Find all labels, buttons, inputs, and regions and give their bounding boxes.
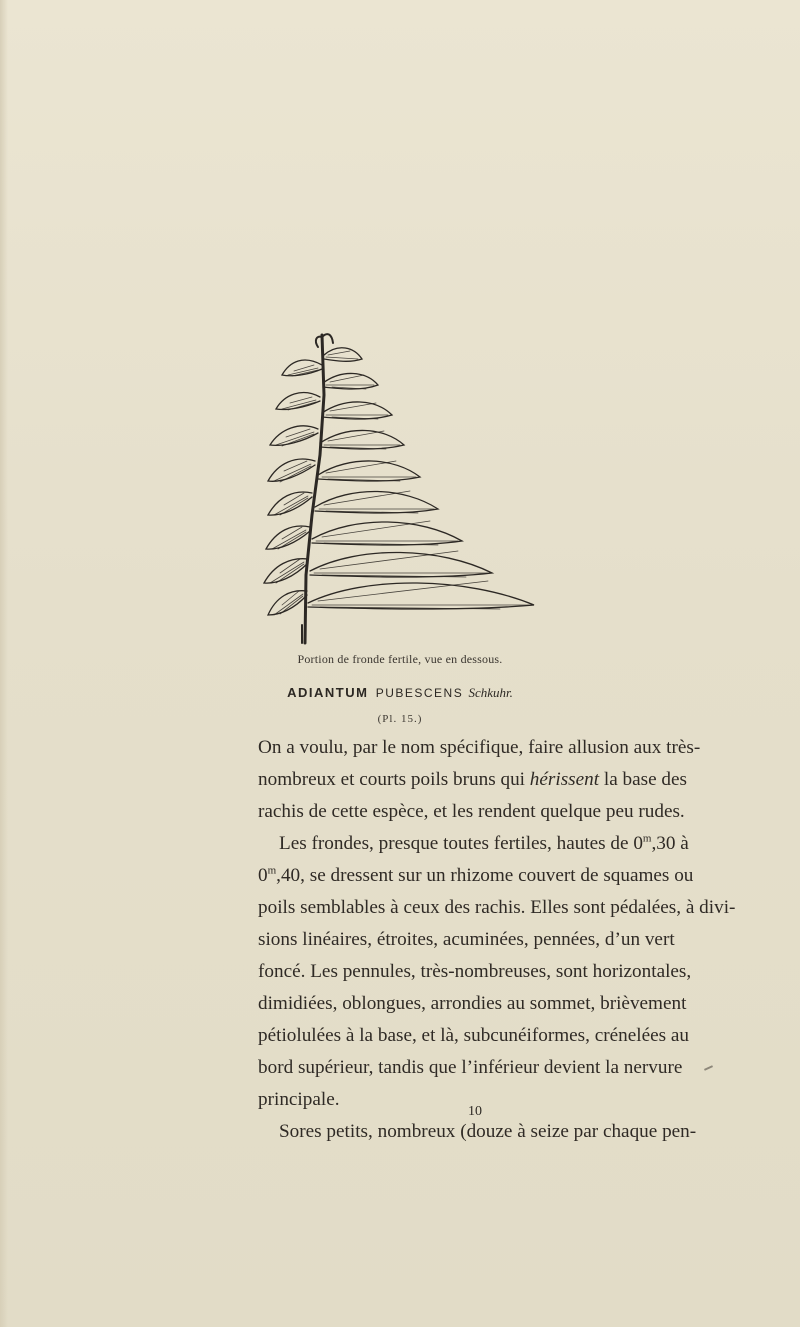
text-fragment: la base des <box>603 769 688 790</box>
text-fragment: ,40, se dressent sur un rhizome couvert de squames ou <box>276 865 694 886</box>
fern-frond-illustration <box>234 325 566 647</box>
italic-term: hérissent <box>529 769 600 790</box>
plate-reference: (Pl. 15.) <box>377 713 423 725</box>
genus-name: ADIANTUM <box>287 685 369 700</box>
text-line: bord supérieur, tandis que l’inférieur devient la nervure <box>258 1057 683 1078</box>
text-fragment: ,30 à <box>651 833 689 854</box>
author-citation: Schkuhr. <box>468 685 513 700</box>
meter-superscript: m <box>642 832 652 845</box>
page-number: 10 <box>468 1104 482 1119</box>
meter-superscript: m <box>267 864 277 877</box>
text-line: sions linéaires, étroites, acuminées, pennées, d’un vert <box>258 929 675 950</box>
text-line: On a voulu, par le nom spécifique, faire allusion aux très- <box>258 737 701 758</box>
text-fragment: 0 <box>258 865 268 886</box>
text-line: pétiolulées à la base, et là, subcunéiformes, crénelées au <box>258 1025 689 1046</box>
species-heading <box>0 685 800 701</box>
species-epithet: PUBESCENS <box>375 686 464 700</box>
text-line: foncé. Les pennules, très-nombreuses, sont horizontales, <box>258 961 692 982</box>
text-line: dimidiées, oblongues, arrondies au sommet, brièvement <box>258 993 687 1014</box>
text-line: poils semblables à ceux des rachis. Elles sont pédalées, à divi- <box>258 897 736 918</box>
text-line: Sores petits, nombreux (douze à seize par chaque pen- <box>279 1121 697 1142</box>
text-line: rachis de cette espèce, et les rendent quelque peu rudes. <box>258 801 685 822</box>
text-line <box>258 828 689 860</box>
text-line <box>258 764 688 796</box>
text-line: principale. <box>258 1089 340 1110</box>
text-fragment: Les frondes, presque toutes fertiles, hautes de 0 <box>279 833 643 854</box>
figure-caption: Portion de fronde fertile, vue en dessous. <box>297 652 503 666</box>
ink-mark <box>704 1065 713 1071</box>
species-description <box>258 732 736 1148</box>
text-fragment: nombreux et courts poils bruns qui <box>258 769 525 790</box>
text-line <box>258 860 694 892</box>
